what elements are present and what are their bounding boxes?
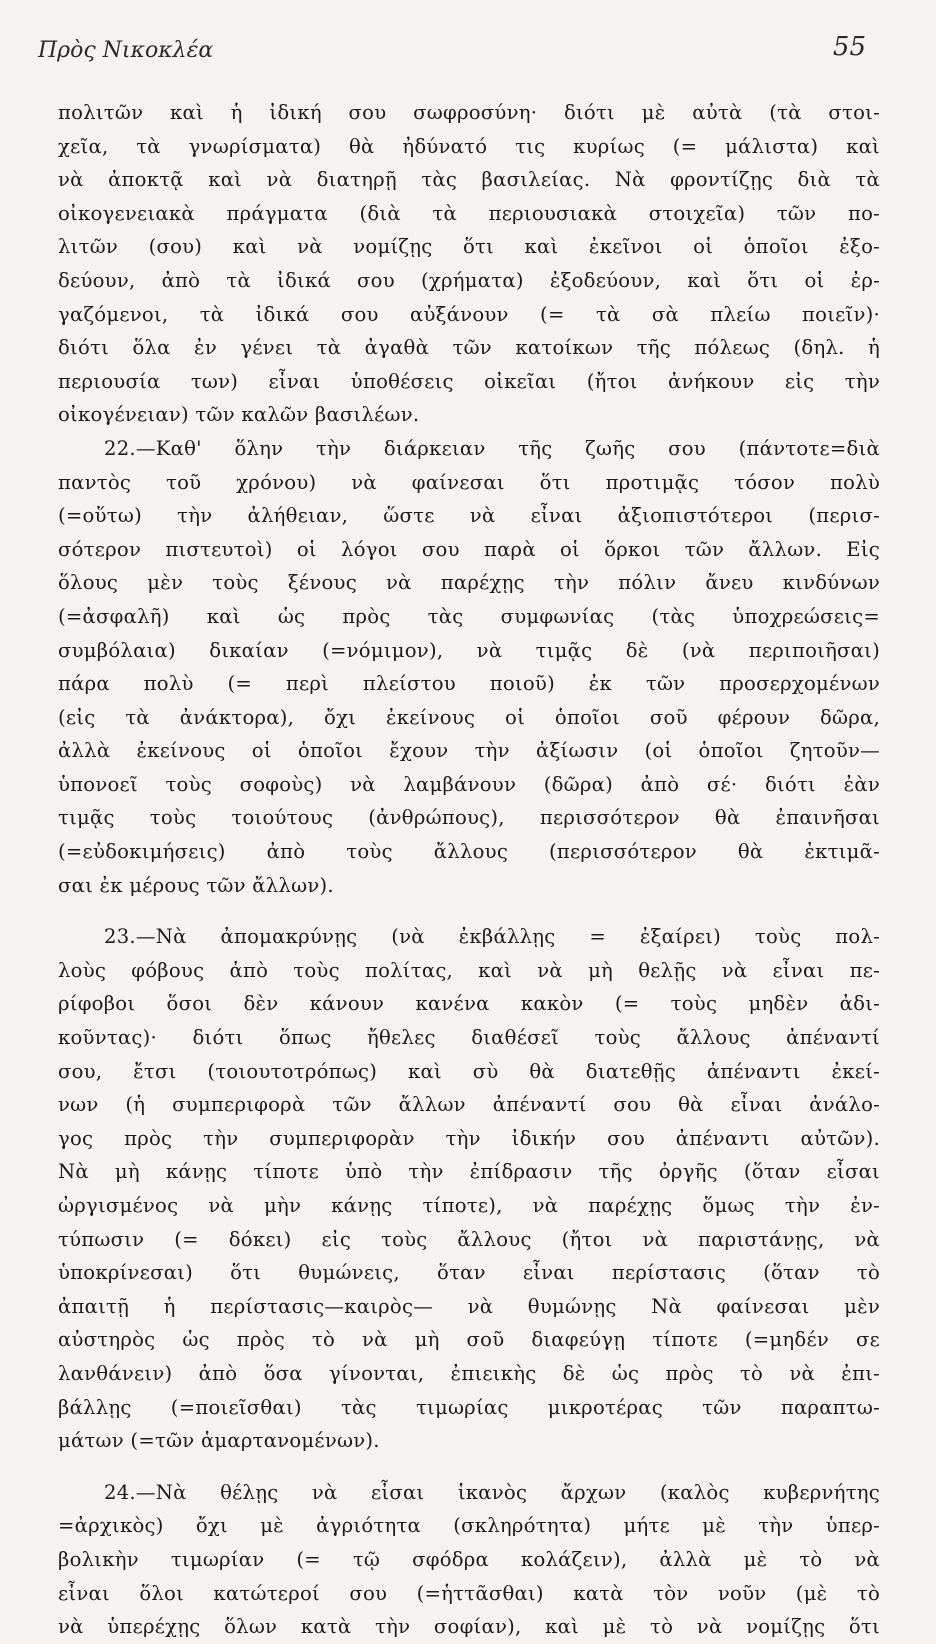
text-line: (=οὕτω) τὴν ἀλήθειαν, ὥστε νὰ εἶναι ἀξιοπιστότεροι (περισ- xyxy=(58,504,880,528)
text-line: Νὰ μὴ κάνῃς τίποτε ὑπὸ τὴν ἐπίδρασιν τῆς ὀργῆς (ὅταν εἶσαι xyxy=(58,1160,880,1184)
text-line: ὑπονοεῖ τοὺς σοφοὺς) νὰ λαμβάνουν (δῶρα) ἀπὸ σέ· διότι ἐὰν xyxy=(58,772,880,796)
text-line: πάρα πολὺ (= περὶ πλείστου ποιοῦ) ἐκ τῶν προσερχομένων xyxy=(58,672,880,696)
text-line: =ἀρχικὸς) ὄχι μὲ ἀγριότητα (σκληρότητα) μήτε μὲ τὴν ὑπερ- xyxy=(58,1514,880,1538)
text-line: νὰ ἀποκτᾷ καὶ νὰ διατηρῇ τὰς βασιλείας. Νὰ φροντίζῃς διὰ τὰ xyxy=(58,168,880,192)
paragraph-24-start: 24.—Νὰ θέλῃς νὰ εἶσαι ἱκανὸς ἄρχων (καλὸς κυβερνήτης xyxy=(104,1480,880,1504)
paragraph-gap xyxy=(58,902,880,920)
text-line: εἶναι ὅλοι κατώτεροί σου (=ἡττᾶσθαι) κατὰ τὸν νοῦν (μὲ τὸ xyxy=(58,1581,880,1605)
text-line: οἰκογένειαν) τῶν καλῶν βασιλέων. xyxy=(58,403,420,427)
text-line: αὐστηρὸς ὡς πρὸς τὸ νὰ μὴ σοῦ διαφεύγῃ τίποτε (=μηδέν σε xyxy=(58,1328,880,1352)
text-line: (εἰς τὰ ἀνάκτορα), ὄχι ἐκείνους οἱ ὁποῖοι σοῦ φέρουν δῶρα, xyxy=(58,705,880,729)
text-line: ὅλους μὲν τοὺς ξένους νὰ παρέχῃς τὴν πόλιν ἄνευ κινδύνων xyxy=(58,571,880,595)
running-title: Πρὸς Νικοκλέα xyxy=(38,38,214,63)
text-line: ρίφοβοι ὅσοι δὲν κάνουν κανένα κακὸν (= τοὺς μηδὲν ἀδι- xyxy=(58,992,880,1016)
text-line: πολιτῶν καὶ ἡ ἰδική σου σωφροσύνη· διότι μὲ αὐτὰ (τὰ στοι- xyxy=(58,101,880,124)
text-line: γος πρὸς τὴν συμπεριφορὰν τὴν ἰδικήν σου ἀπέναντι αὐτῶν). xyxy=(58,1126,880,1150)
running-header xyxy=(38,30,866,70)
page-number: 55 xyxy=(832,32,866,62)
text-line: γαζόμενοι, τὰ ἰδικά σου αὐξάνουν (= τὰ σὰ πλείω ποιεῖν)· xyxy=(58,302,880,326)
text-line: ἀπαιτῇ ἡ περίστασις—καιρὸς— νὰ θυμώνῃς Νὰ φαίνεσαι μὲν xyxy=(58,1294,880,1318)
text-line: βολικὴν τιμωρίαν (= τῷ σφόδρα κολάζειν), ἀλλὰ μὲ τὸ νὰ xyxy=(58,1547,880,1571)
text-line: σου, ἔτσι (τοιουτοτρόπως) καὶ σὺ θὰ διατεθῇς ἀπέναντι ἐκεί- xyxy=(58,1059,880,1083)
text-line: βάλλῃς (=ποιεῖσθαι) τὰς τιμωρίας μικροτέρας τῶν παραπτω- xyxy=(58,1395,880,1419)
paragraph-23-start: 23.—Νὰ ἀπομακρύνῃς (νὰ ἐκβάλλῃς = ἐξαίρει) τοὺς πολ- xyxy=(104,925,880,949)
text-line: (=ἀσφαλῆ) καὶ ὡς πρὸς τὰς συμφωνίας (τὰς ὑποχρεώσεις= xyxy=(58,604,880,628)
body-text xyxy=(58,96,880,1644)
text-line: κοῦντας)· διότι ὅπως ἤθελες διαθέσεῖ τοὺς ἄλλους ἀπέναντί xyxy=(58,1026,880,1050)
text-line: παντὸς τοῦ χρόνου) νὰ φαίνεσαι ὅτι προτιμᾷς τόσον πολὺ xyxy=(58,470,880,494)
text-line: (=εὐδοκιμήσεις) ἀπὸ τοὺς ἄλλους (περισσότερον θὰ ἐκτιμᾶ- xyxy=(58,840,880,864)
text-line: ὑποκρίνεσαι) ὅτι θυμώνεις, ὅταν εἶναι περίστασις (ὅταν τὸ xyxy=(58,1261,880,1285)
text-line: σαι ἐκ μέρους τῶν ἄλλων). xyxy=(58,873,334,897)
paragraph-gap xyxy=(58,1458,880,1476)
text-line: λοὺς φόβους ἀπὸ τοὺς πολίτας, καὶ νὰ μὴ θελῇς νὰ εἶναι πε- xyxy=(58,958,880,982)
text-line: ἀλλὰ ἐκείνους οἱ ὁποῖοι ἔχουν τὴν ἀξίωσιν (οἱ ὁποῖοι ζητοῦν— xyxy=(58,739,880,763)
paragraph-22-start: 22.—Καθ' ὅλην τὴν διάρκειαν τῆς ζωῆς σου (πάντοτε=διὰ xyxy=(104,436,880,460)
text-line: περιουσία των) εἶναι ὑποθέσεις οἰκεῖαι (ἤτοι ἀνήκουν εἰς τὴν xyxy=(58,369,880,393)
text-line: συμβόλαια) δικαίαν (=νόμιμον), νὰ τιμᾷς δὲ (νὰ περιποιῆσαι) xyxy=(58,638,880,662)
text-line: μάτων (=τῶν ἁμαρτανομένων). xyxy=(58,1429,380,1453)
text-line: νων (ἡ συμπεριφορὰ τῶν ἄλλων ἀπέναντί σου θὰ εἶναι ἀνάλο- xyxy=(58,1093,880,1117)
text-line: τιμᾷς τοὺς τοιούτους (ἀνθρώπους), περισσότερον θὰ ἐπαινῆσαι xyxy=(58,806,880,830)
text-line: χεῖα, τὰ γνωρίσματα) θὰ ἠδύνατό τις κυρίως (= μάλιστα) καὶ xyxy=(58,134,880,158)
text-line: τύπωσιν (= δόκει) εἰς τοὺς ἄλλους (ἤτοι νὰ παριστάνῃς, νὰ xyxy=(58,1227,880,1251)
text-line: λανθάνειν) ἀπὸ ὅσα γίνονται, ἐπιεικὴς δὲ ὡς πρὸς τὸ νὰ ἐπι- xyxy=(58,1361,880,1385)
text-line: ὠργισμένος νὰ μὴν κάνῃς τίποτε), νὰ παρέχῃς ὅμως τὴν ἐν- xyxy=(58,1194,880,1217)
text-line: διότι ὅλα ἐν γένει τὰ ἀγαθὰ τῶν κατοίκων τῆς πόλεως (δηλ. ἡ xyxy=(58,336,880,360)
text-line: λιτῶν (σου) καὶ νὰ νομίζῃς ὅτι καὶ ἐκεῖνοι οἱ ὁποῖοι ἐξο- xyxy=(58,235,880,259)
text-line: δεύουν, ἀπὸ τὰ ἰδικά σου (χρήματα) ἐξοδεύουν, καὶ ὅτι οἱ ἐρ- xyxy=(58,268,880,292)
text-line: οἰκογενειακὰ πράγματα (διὰ τὰ περιουσιακὰ στοιχεῖα) τῶν πο- xyxy=(58,201,880,225)
text-line: νὰ ὑπερέχῃς ὅλων κατὰ τὴν σοφίαν), καὶ μὲ τὸ νὰ νομίζῃς ὅτι xyxy=(58,1615,880,1639)
text-line: σότερον πιστευτοὶ) οἱ λόγοι σου παρὰ οἱ ὅρκοι τῶν ἄλλων. Εἰς xyxy=(58,537,880,561)
